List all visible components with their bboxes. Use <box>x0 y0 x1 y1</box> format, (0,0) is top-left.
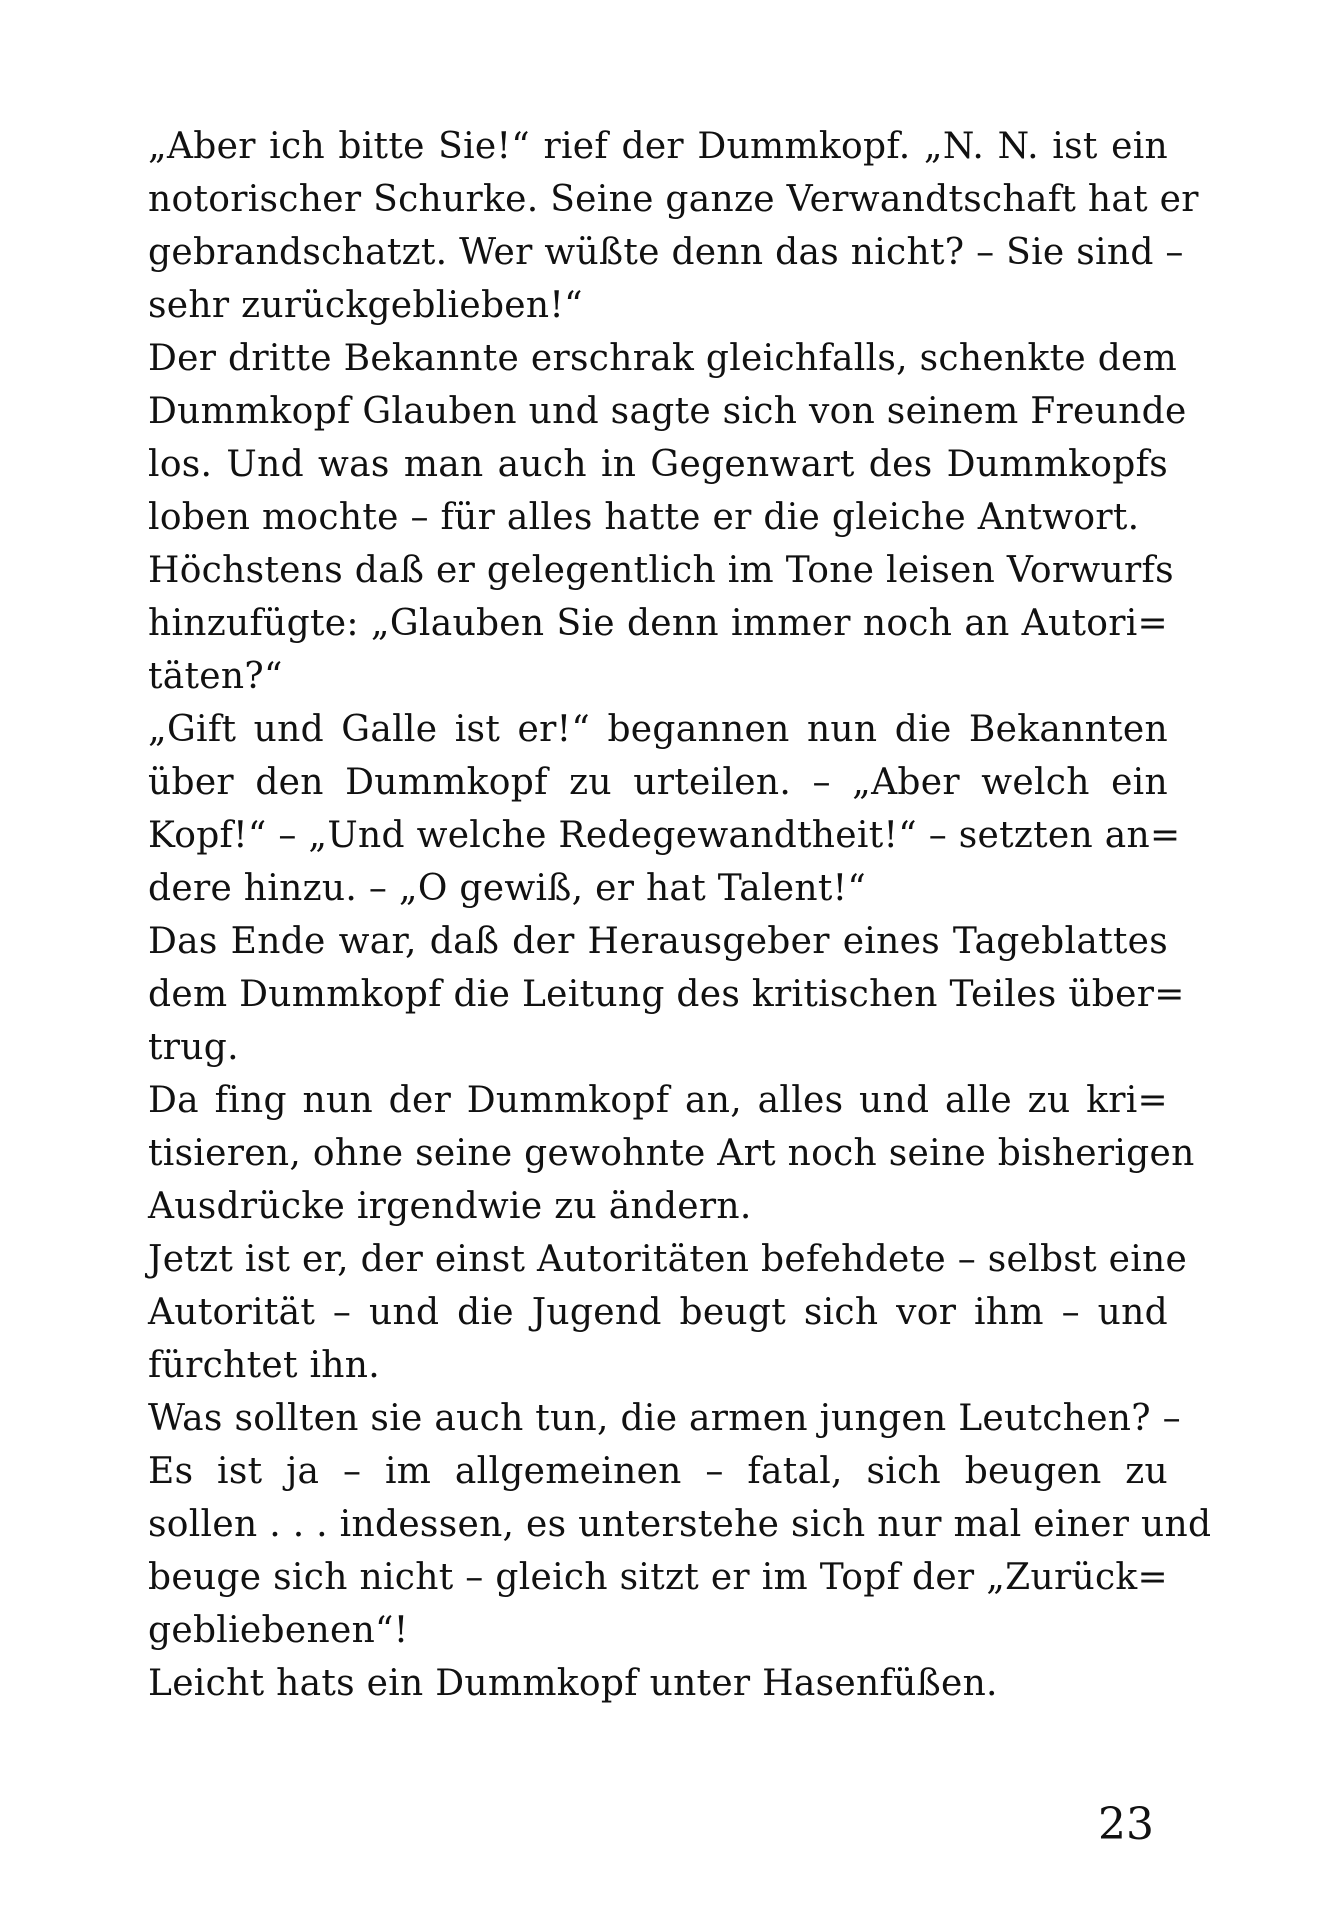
text-line: über den Dummkopf zu urteilen. – „Aber welch ein <box>148 762 1168 803</box>
text-line: Dummkopf Glauben und sagte sich von seinem Freunde <box>148 391 1187 432</box>
text-line: fürchtet ihn. <box>148 1345 380 1386</box>
text-line: Der dritte Bekannte erschrak gleichfalls, schenkte dem <box>148 338 1178 379</box>
text-line: Es ist ja – im allgemeinen – fatal, sich beugen zu <box>148 1451 1168 1492</box>
text-line: dere hinzu. – „O gewiß, er hat Talent!“ <box>148 868 867 909</box>
text-line: Autorität – und die Jugend beugt sich vor ihm – und <box>148 1292 1168 1333</box>
text-line: gebrandschatzt. Wer wüßte denn das nicht? – Sie sind – <box>148 232 1184 273</box>
text-line: Höchstens daß er gelegentlich im Tone leisen Vorwurfs <box>148 550 1174 591</box>
text-line: sollen . . . indessen, es unterstehe sich nur mal einer und <box>148 1504 1212 1545</box>
text-line: Leicht hats ein Dummkopf unter Hasenfüßen. <box>148 1663 998 1704</box>
text-line: Ausdrücke irgendwie zu ändern. <box>148 1186 752 1227</box>
text-line: notorischer Schurke. Seine ganze Verwandtschaft hat er <box>148 179 1199 220</box>
text-line: gebliebenen“! <box>148 1610 409 1651</box>
text-line: trug. <box>148 1027 239 1068</box>
text-line: „Gift und Galle ist er!“ begannen nun die Bekannten <box>148 709 1168 750</box>
page-number: 23 <box>1098 1799 1154 1850</box>
text-line: täten?“ <box>148 656 283 697</box>
text-line: „Aber ich bitte Sie!“ rief der Dummkopf. „N. N. ist ein <box>148 126 1168 167</box>
text-line: Jetzt ist er, der einst Autoritäten befehdete – selbst eine <box>148 1239 1188 1280</box>
text-line: sehr zurückgeblieben!“ <box>148 285 583 326</box>
text-line: hinzufügte: „Glauben Sie denn immer noch an Autori= <box>148 603 1168 644</box>
text-line: Das Ende war, daß der Herausgeber eines Tageblattes <box>148 921 1168 962</box>
text-line: tisieren, ohne seine gewohnte Art noch seine bisherigen <box>148 1133 1195 1174</box>
text-line: loben mochte – für alles hatte er die gleiche Antwort. <box>148 497 1140 538</box>
text-line: Da fing nun der Dummkopf an, alles und alle zu kri= <box>148 1080 1168 1121</box>
text-line: Kopf!“ – „Und welche Redegewandtheit!“ – setzten an= <box>148 815 1181 856</box>
text-line: los. Und was man auch in Gegenwart des Dummkopfs <box>148 444 1168 485</box>
text-line: Was sollten sie auch tun, die armen jungen Leutchen? – <box>148 1398 1181 1439</box>
body-text <box>148 120 1212 1710</box>
text-line: beuge sich nicht – gleich sitzt er im Topf der „Zurück= <box>148 1557 1168 1598</box>
text-line: dem Dummkopf die Leitung des kritischen Teiles über= <box>148 974 1185 1015</box>
